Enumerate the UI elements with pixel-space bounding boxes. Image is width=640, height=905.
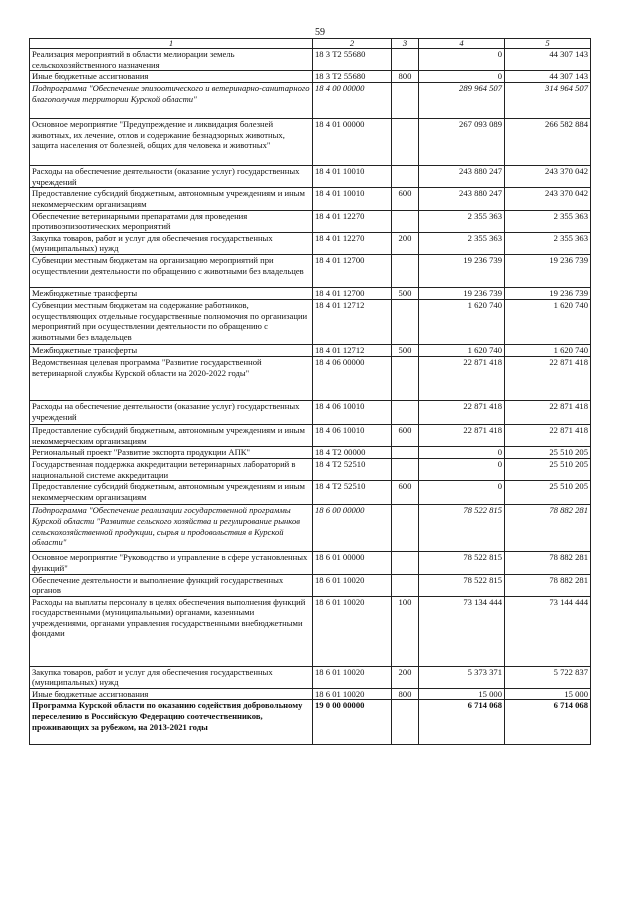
row-amount-year1: 73 134 444 [419,596,505,666]
row-amount-year2: 22 871 418 [505,424,591,446]
column-header: 2 [313,39,392,49]
row-code: 18 4 Т2 52510 [313,481,392,505]
row-amount-year2: 78 882 281 [505,574,591,596]
row-expense-type [392,254,419,287]
row-name: Предоставление субсидий бюджетным, автономным учреждениям и иным некоммерческим организациям [30,188,313,210]
table-row [30,688,591,700]
row-name: Иные бюджетные ассигнования [30,71,313,83]
row-code: 18 4 01 00000 [313,119,392,166]
table-row [30,574,591,596]
row-amount-year2: 25 510 205 [505,459,591,481]
table-row [30,400,591,424]
table-row [30,49,591,71]
row-name: Основное мероприятие "Предупреждение и ликвидация болезней животных, их лечение, отлов и содержание безнадзорных животных, защита населения от болезней, общих для человека и животных" [30,119,313,166]
row-code: 18 4 Т2 00000 [313,447,392,459]
row-amount-year1: 19 236 739 [419,254,505,287]
row-code: 18 4 01 10010 [313,166,392,188]
row-amount-year2: 2 355 363 [505,232,591,254]
table-row [30,71,591,83]
row-amount-year1: 5 373 371 [419,666,505,688]
row-name: Межбюджетные трансферты [30,344,313,356]
row-name: Предоставление субсидий бюджетным, автономным учреждениям и иным некоммерческим организациям [30,424,313,446]
row-name: Закупка товаров, работ и услуг для обеспечения государственных (муниципальных) нужд [30,666,313,688]
row-name: Иные бюджетные ассигнования [30,688,313,700]
table-row [30,552,591,574]
row-amount-year1: 243 880 247 [419,188,505,210]
row-code: 19 0 00 00000 [313,700,392,745]
row-expense-type: 600 [392,188,419,210]
row-expense-type [392,356,419,400]
row-expense-type [392,299,419,344]
table-row [30,424,591,446]
row-expense-type [392,119,419,166]
row-code: 18 6 01 10020 [313,666,392,688]
row-code: 18 4 06 10010 [313,400,392,424]
row-amount-year1: 78 522 815 [419,574,505,596]
row-name: Подпрограмма "Обеспечение реализации государственной программы Курской области "Развитие сельского хозяйства и регулирование рынков сельскохозяйственной продукции, сырья и продовольствия в Курской области" [30,505,313,552]
row-amount-year1: 78 522 815 [419,552,505,574]
row-amount-year1: 1 620 740 [419,299,505,344]
row-code: 18 4 01 12700 [313,254,392,287]
row-expense-type: 500 [392,287,419,299]
row-name: Субвенции местным бюджетам на содержание работников, осуществляющих отдельные государственные полномочия по организации мероприятий при осуществлении деятельности по обращению с животными без владельцев [30,299,313,344]
row-amount-year2: 25 510 205 [505,481,591,505]
row-name: Реализация мероприятий в области мелиорации земель сельскохозяйственного назначения [30,49,313,71]
row-name: Расходы на выплаты персоналу в целях обеспечения выполнения функций государственными (муниципальными) органами, казенными учреждениями, органами управления государственными внебюджетными фондами [30,596,313,666]
row-expense-type [392,459,419,481]
row-amount-year1: 78 522 815 [419,505,505,552]
table-row [30,83,591,119]
column-header: 3 [392,39,419,49]
row-expense-type: 100 [392,596,419,666]
row-name: Подпрограмма "Обеспечение эпизоотического и ветеринарно-санитарного благополучия территории Курской области" [30,83,313,119]
row-amount-year2: 78 882 281 [505,505,591,552]
row-amount-year2: 25 510 205 [505,447,591,459]
row-amount-year1: 289 964 507 [419,83,505,119]
row-expense-type: 200 [392,232,419,254]
column-header: 4 [419,39,505,49]
table-row [30,344,591,356]
row-expense-type [392,700,419,745]
column-header: 5 [505,39,591,49]
row-amount-year2: 22 871 418 [505,356,591,400]
row-amount-year2: 44 307 143 [505,71,591,83]
row-expense-type [392,166,419,188]
row-expense-type [392,49,419,71]
row-amount-year2: 2 355 363 [505,210,591,232]
row-code: 18 4 00 00000 [313,83,392,119]
row-expense-type: 800 [392,688,419,700]
row-amount-year1: 2 355 363 [419,210,505,232]
row-amount-year1: 6 714 068 [419,700,505,745]
table-header-row [30,39,591,49]
row-amount-year1: 0 [419,481,505,505]
row-name: Обеспечение деятельности и выполнение функций государственных органов [30,574,313,596]
row-amount-year1: 1 620 740 [419,344,505,356]
row-name: Закупка товаров, работ и услуг для обеспечения государственных (муниципальных) нужд [30,232,313,254]
row-expense-type [392,210,419,232]
row-expense-type: 500 [392,344,419,356]
row-amount-year2: 1 620 740 [505,299,591,344]
row-expense-type [392,505,419,552]
table-row [30,459,591,481]
table-row [30,232,591,254]
row-amount-year2: 19 236 739 [505,254,591,287]
row-expense-type [392,83,419,119]
row-expense-type: 600 [392,424,419,446]
row-amount-year2: 22 871 418 [505,400,591,424]
row-amount-year1: 0 [419,459,505,481]
row-amount-year1: 267 093 089 [419,119,505,166]
row-amount-year1: 15 000 [419,688,505,700]
table-row [30,447,591,459]
row-amount-year1: 22 871 418 [419,424,505,446]
row-amount-year1: 0 [419,49,505,71]
row-amount-year2: 73 144 444 [505,596,591,666]
table-row [30,188,591,210]
row-amount-year2: 243 370 042 [505,166,591,188]
row-code: 18 4 Т2 52510 [313,459,392,481]
row-name: Субвенции местным бюджетам на организацию мероприятий при осуществлении деятельности по обращению с животными без владельцев [30,254,313,287]
row-code: 18 6 00 00000 [313,505,392,552]
row-name: Предоставление субсидий бюджетным, автономным учреждениям и иным некоммерческим организациям [30,481,313,505]
table-row [30,287,591,299]
row-expense-type: 800 [392,71,419,83]
row-amount-year2: 5 722 837 [505,666,591,688]
row-amount-year1: 22 871 418 [419,356,505,400]
row-name: Ведомственная целевая программа "Развитие государственной ветеринарной службы Курской области на 2020-2022 годы" [30,356,313,400]
row-name: Межбюджетные трансферты [30,287,313,299]
column-header: 1 [30,39,313,49]
row-code: 18 6 01 10020 [313,688,392,700]
row-amount-year2: 15 000 [505,688,591,700]
row-code: 18 4 06 10010 [313,424,392,446]
row-amount-year2: 6 714 068 [505,700,591,745]
row-expense-type: 200 [392,666,419,688]
row-amount-year1: 0 [419,71,505,83]
row-code: 18 3 Т2 55680 [313,49,392,71]
page-number: 59 [315,27,325,38]
row-code: 18 4 06 00000 [313,356,392,400]
table-row [30,596,591,666]
row-code: 18 4 01 12712 [313,344,392,356]
row-code: 18 4 01 12270 [313,232,392,254]
row-amount-year1: 2 355 363 [419,232,505,254]
row-expense-type [392,447,419,459]
row-code: 18 4 01 10010 [313,188,392,210]
row-amount-year2: 44 307 143 [505,49,591,71]
row-expense-type [392,574,419,596]
row-amount-year2: 78 882 281 [505,552,591,574]
row-amount-year1: 0 [419,447,505,459]
table-row [30,254,591,287]
row-amount-year2: 243 370 042 [505,188,591,210]
row-code: 18 6 01 00000 [313,552,392,574]
row-expense-type [392,400,419,424]
table-row [30,299,591,344]
row-name: Обеспечение ветеринарными препаратами для проведения противоэпизоотических мероприятий [30,210,313,232]
table-row [30,700,591,745]
row-name: Расходы на обеспечение деятельности (оказание услуг) государственных учреждений [30,166,313,188]
row-code: 18 4 01 12700 [313,287,392,299]
row-name: Программа Курской области по оказанию содействия добровольному переселению в Российскую Федерацию соотечественников, проживающих за рубежом, на 2013-2021 годы [30,700,313,745]
row-amount-year1: 243 880 247 [419,166,505,188]
row-amount-year2: 1 620 740 [505,344,591,356]
table-row [30,166,591,188]
row-amount-year1: 19 236 739 [419,287,505,299]
row-name: Расходы на обеспечение деятельности (оказание услуг) государственных учреждений [30,400,313,424]
row-code: 18 6 01 10020 [313,574,392,596]
budget-table [29,38,591,745]
row-code: 18 4 01 12270 [313,210,392,232]
row-expense-type: 600 [392,481,419,505]
row-expense-type [392,552,419,574]
row-amount-year1: 22 871 418 [419,400,505,424]
table-row [30,481,591,505]
row-name: Государственная поддержка аккредитации ветеринарных лабораторий в национальной системе аккредитации [30,459,313,481]
table-row [30,356,591,400]
row-amount-year2: 314 964 507 [505,83,591,119]
row-name: Основное мероприятие "Руководство и управление в сфере установленных функций" [30,552,313,574]
row-code: 18 4 01 12712 [313,299,392,344]
row-code: 18 6 01 10020 [313,596,392,666]
row-code: 18 3 Т2 55680 [313,71,392,83]
table-row [30,505,591,552]
table-row [30,210,591,232]
row-amount-year2: 19 236 739 [505,287,591,299]
row-amount-year2: 266 582 884 [505,119,591,166]
table-row [30,119,591,166]
table-row [30,666,591,688]
row-name: Региональный проект "Развитие экспорта продукции АПК" [30,447,313,459]
